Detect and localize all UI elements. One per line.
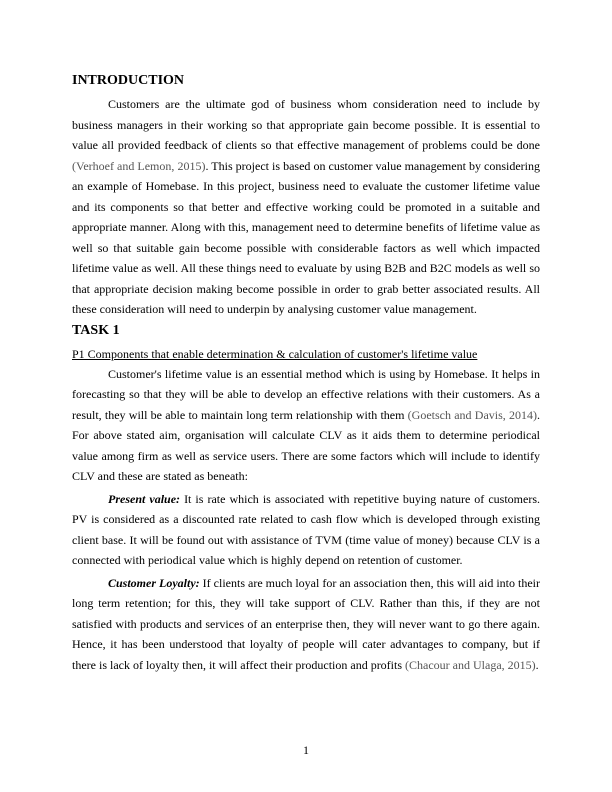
clv-text-b: . For above stated aim, organisation will calculate CLV as it aids them to determine periodical value among firm as well as service users. There are some factors which will include to identify CLV and these are stated as beneath:: [72, 407, 540, 483]
citation-verhoef-lemon: (Verhoef and Lemon, 2015): [72, 158, 206, 173]
citation-goetsch-davis: (Goetsch and Davis, 2014): [407, 407, 537, 422]
introduction-paragraph: [72, 94, 540, 320]
present-value-term: Present value:: [108, 491, 181, 506]
clv-paragraph: [72, 364, 540, 487]
clv-text-a: Customer's lifetime value is an essential method which is using by Homebase. It helps in forecasting so that they will be able to develop an effective relations with their customers. As a result, they will be able to maintain long term relationship with them: [72, 366, 540, 422]
introduction-heading: INTRODUCTION: [72, 73, 185, 88]
customer-loyalty-paragraph: [72, 573, 540, 676]
page-number: 1: [303, 743, 309, 757]
customer-loyalty-end: .: [535, 657, 539, 672]
task1-heading: TASK 1: [72, 322, 120, 338]
present-value-text: It is rate which is associated with repetitive buying nature of customers. PV is considered as a discounted rate related to cash flow which is developed through existing client base. It will be found out with assistance of TVM (time value of money) because CLV is a connected with periodical value which is highly depend on retention of customer.: [72, 491, 540, 567]
citation-chacour-ulaga: (Chacour and Ulaga, 2015): [405, 657, 536, 672]
customer-loyalty-text: If clients are much loyal for an association then, this will aid into their long term retention; for this, they will take support of CLV. Rather than this, if they are not satisfied with products and services of an enterprise then, they will never want to go there again. Hence, it has been understood that loyalty of people will cater advantages to company, but if there is lack of loyalty then, it will affect their production and profits: [72, 575, 540, 672]
customer-loyalty-term: Customer Loyalty:: [108, 575, 200, 590]
intro-text-b: . This project is based on customer value management by considering an example of Homebase. In this project, business need to evaluate the customer lifetime value and its components so that better and effective working could be promoted in a suitable and appropriate manner. Along with this, management need to determine benefits of lifetime value as well so that suitable gain become possible with considerable factors as well which impacted lifetime value as well. All these things need to evaluate by using B2B and B2C models as well so that appropriate decision making become possible in order to grab better associated results. All these consideration will need to underpin by analysing customer value management.: [72, 158, 540, 316]
intro-text-a: Customers are the ultimate god of business whom consideration need to include by business managers in their working so that appropriate gain become possible. It is essential to value all provided feedback of clients so that effective management of problems could be done: [72, 97, 540, 152]
document-page: [72, 72, 540, 675]
p1-subheading: P1 Components that enable determination & calculation of customer's lifetime value: [72, 346, 478, 361]
present-value-paragraph: [72, 489, 540, 571]
